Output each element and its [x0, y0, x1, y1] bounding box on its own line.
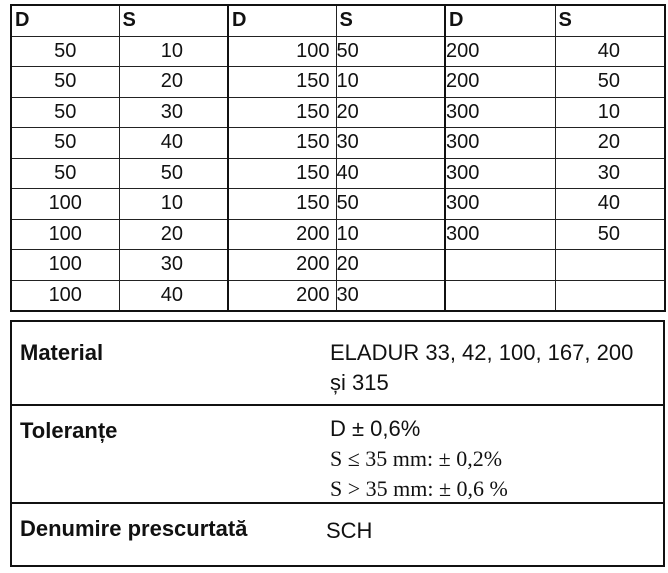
table-body [11, 36, 665, 311]
table-cell: 150 [228, 189, 336, 220]
properties-table [10, 320, 665, 567]
table-row [11, 128, 665, 159]
table-cell: 150 [228, 67, 336, 98]
short-name-value: SCH [326, 518, 373, 543]
table-cell: 100 [11, 280, 119, 311]
table-row [11, 36, 665, 67]
table-cell: 10 [336, 219, 445, 250]
table-cell [555, 250, 665, 281]
table-cell: 30 [119, 250, 228, 281]
table-cell: 100 [11, 219, 119, 250]
material-row [12, 322, 663, 406]
table-cell: 10 [555, 97, 665, 128]
table-row [11, 280, 665, 311]
table-cell: 300 [445, 219, 555, 250]
table-cell [445, 280, 555, 311]
table-cell: 200 [228, 250, 336, 281]
table-cell: 100 [11, 250, 119, 281]
table-cell: 300 [445, 128, 555, 159]
table-cell: 30 [336, 280, 445, 311]
table-cell: 10 [336, 67, 445, 98]
material-value-line-1: ELADUR 33, 42, 100, 167, 200 [330, 340, 634, 365]
table-cell: 20 [119, 67, 228, 98]
table-cell: 20 [555, 128, 665, 159]
table-cell: 50 [11, 128, 119, 159]
material-value-line-2: și 315 [330, 370, 389, 395]
table-cell [445, 250, 555, 281]
material-label: Material [20, 340, 104, 365]
table-row [11, 67, 665, 98]
table-cell: 200 [228, 280, 336, 311]
table-cell: 20 [119, 219, 228, 250]
header-cell: S [555, 5, 665, 36]
table-cell [555, 280, 665, 311]
table-cell: 50 [555, 67, 665, 98]
table-row [11, 97, 665, 128]
table-cell: 50 [119, 158, 228, 189]
table-cell: 150 [228, 158, 336, 189]
table-cell: 50 [336, 189, 445, 220]
table-cell: 30 [555, 158, 665, 189]
table-cell: 100 [228, 36, 336, 67]
table-cell: 50 [11, 36, 119, 67]
tolerances-value [330, 414, 508, 504]
table-row [11, 189, 665, 220]
table-cell: 50 [11, 97, 119, 128]
short-name-label: Denumire prescurtată [20, 516, 248, 541]
table-cell: 50 [11, 158, 119, 189]
table-cell: 200 [228, 219, 336, 250]
table-cell: 50 [11, 67, 119, 98]
table-cell: 40 [555, 189, 665, 220]
table-cell: 150 [228, 128, 336, 159]
header-cell: S [119, 5, 228, 36]
material-value [330, 338, 633, 398]
table-row [11, 219, 665, 250]
table-cell: 50 [555, 219, 665, 250]
table-cell: 40 [119, 128, 228, 159]
tolerances-row [12, 406, 663, 504]
table-cell: 200 [445, 36, 555, 67]
tolerance-s-large: S > 35 mm: ± 0,6 % [330, 476, 508, 501]
table-cell: 150 [228, 97, 336, 128]
header-cell: S [336, 5, 445, 36]
table-cell: 50 [336, 36, 445, 67]
dimensions-table [10, 4, 666, 312]
header-cell: D [11, 5, 119, 36]
header-cell: D [445, 5, 555, 36]
tolerance-s-small: S ≤ 35 mm: ± 0,2% [330, 446, 503, 471]
table-cell: 200 [445, 67, 555, 98]
table-cell: 40 [119, 280, 228, 311]
table-row [11, 250, 665, 281]
table-cell: 20 [336, 97, 445, 128]
table-cell: 40 [336, 158, 445, 189]
table-header-row [11, 5, 665, 36]
table-cell: 40 [555, 36, 665, 67]
table-cell: 300 [445, 158, 555, 189]
dimensions-table-wrapper [10, 4, 664, 312]
table-cell: 30 [336, 128, 445, 159]
short-name-row [12, 504, 663, 565]
tolerances-label: Toleranțe [20, 418, 118, 443]
table-row [11, 158, 665, 189]
table-cell: 100 [11, 189, 119, 220]
table-cell: 300 [445, 97, 555, 128]
table-cell: 10 [119, 36, 228, 67]
table-cell: 30 [119, 97, 228, 128]
table-cell: 300 [445, 189, 555, 220]
table-cell: 20 [336, 250, 445, 281]
table-cell: 10 [119, 189, 228, 220]
header-cell: D [228, 5, 336, 36]
tolerance-d: D ± 0,6% [330, 416, 421, 441]
